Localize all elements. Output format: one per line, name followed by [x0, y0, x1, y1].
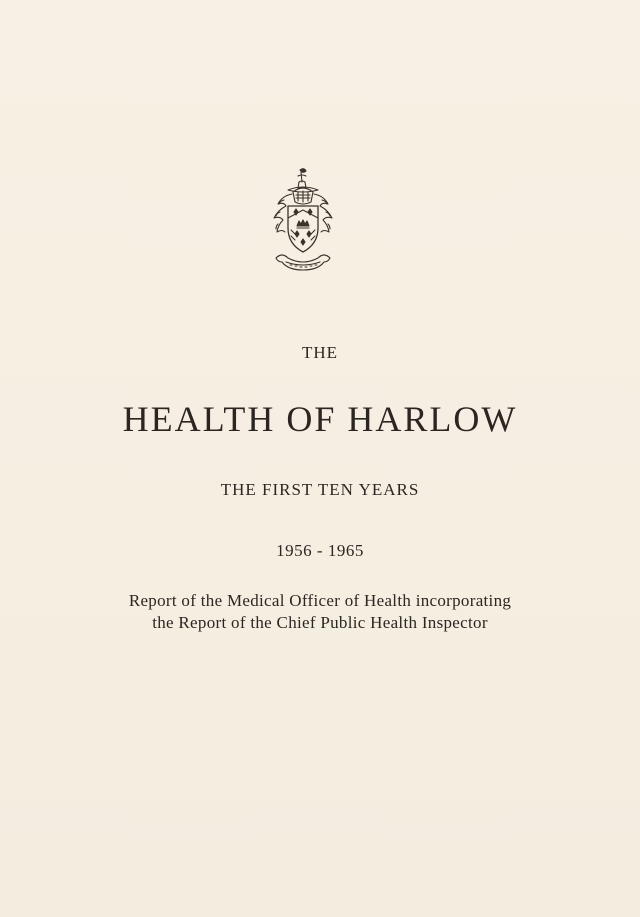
page-title: HEALTH OF HARLOW: [122, 399, 518, 439]
coat-of-arms-icon: [262, 166, 344, 278]
pre-title: THE: [301, 343, 339, 362]
page-subtitle: THE FIRST TEN YEARS: [220, 480, 420, 499]
description-line-1: Report of the Medical Officer of Health incorporating: [128, 591, 512, 610]
description-line-2: the Report of the Chief Public Health Inspector: [152, 613, 488, 632]
year-range: 1956 - 1965: [276, 541, 364, 560]
